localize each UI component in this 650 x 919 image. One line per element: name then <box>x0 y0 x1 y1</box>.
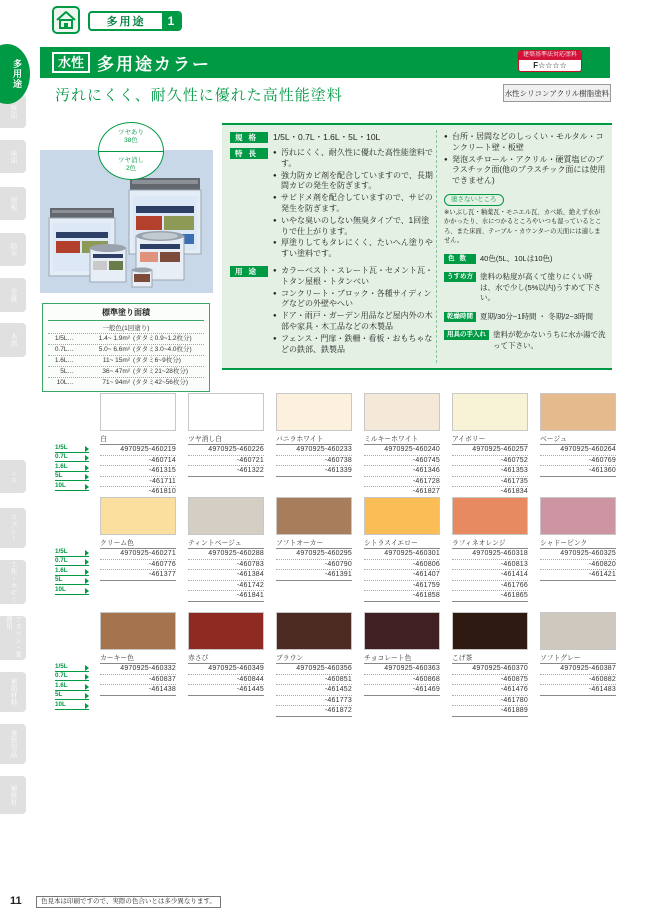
size-labels <box>55 612 100 717</box>
size-arrow-icon <box>85 578 89 584</box>
product-code: -460806 <box>364 560 440 571</box>
product-code: 4970925-460226 <box>188 445 264 456</box>
color-swatch-cell <box>364 497 452 602</box>
color-swatch <box>452 612 528 650</box>
coverage-subtitle: 一般色(1回塗り) <box>48 321 204 334</box>
color-swatch <box>540 497 616 535</box>
swatch-row-1 <box>55 393 628 498</box>
size-arrow-icon <box>85 569 89 575</box>
spec-label-shikisu: 色数 <box>444 254 476 264</box>
size-label: 1/5L <box>55 662 89 672</box>
product-code: -461841 <box>188 591 264 602</box>
product-code: 4970925-460271 <box>100 549 176 560</box>
spec-yoto-list: ● カラーベスト・スレート瓦・セメント瓦・トタン屋根・トタンべい ● コンクリート・ブロック・各種サイディングなどの外壁やへい ● ドア・雨戸・ガーデン用品など屋内外の木部や家具・木工品などの木製品 ● フェンス・門扉・鉄柵・看板・おもちゃなどの鉄部、鉄製品 <box>273 266 434 356</box>
color-swatch-cell <box>276 497 364 602</box>
product-title: 多用途カラー <box>97 55 212 74</box>
color-swatch <box>100 612 176 650</box>
spec-kikaku-value: 1/5L・0.7L・1.6L・5L・10L <box>273 132 381 142</box>
swatch-row-2 <box>55 497 628 602</box>
page-number: 11 <box>10 895 22 907</box>
size-arrow-icon <box>85 474 89 480</box>
size-label: 10L <box>55 585 89 595</box>
product-type-badge: 水性 <box>52 52 90 73</box>
color-swatch-cell <box>276 393 364 498</box>
size-label: 1/5L <box>55 443 89 453</box>
product-code: -461810 <box>100 487 176 498</box>
product-code: 4970925-460288 <box>188 549 264 560</box>
product-code: -461827 <box>364 487 440 498</box>
coverage-title: 標準塗り面積 <box>48 306 204 321</box>
product-code: -461773 <box>276 696 352 707</box>
color-name: 赤さび <box>188 652 264 664</box>
product-code: 4970925-460264 <box>540 445 616 456</box>
product-code: -461469 <box>364 685 440 696</box>
product-code: -461735 <box>452 477 528 488</box>
color-name: シャドーピンク <box>540 537 616 549</box>
size-label: 10L <box>55 700 89 710</box>
size-labels <box>55 393 100 498</box>
color-swatch <box>452 497 528 535</box>
spec-label-kanso: 乾燥時間 <box>444 312 476 322</box>
spec-tokucho-list: ● 汚れにくく、耐久性に優れた高性能塗料です。 ● 強力防カビ剤を配合していますので、長期間カビの発生を防ぎます。 ● サビドメ剤を配合していますので、サビの発生を防ぎます。 ● いやな臭いのしない無臭タイプで、1回塗りで仕上がります。 ● 厚塗りしてもタレにくく、たいへん塗りやすい塗料です。 <box>273 148 434 261</box>
color-swatch <box>188 612 264 650</box>
product-code: 4970925-460349 <box>188 664 264 675</box>
sidebar-item: 防水 <box>0 233 26 266</box>
color-name: ベージュ <box>540 433 616 445</box>
color-swatch-cell <box>364 612 452 717</box>
product-code: 4970925-460301 <box>364 549 440 560</box>
size-arrow-icon <box>85 665 89 671</box>
product-code: 4970925-460325 <box>540 549 616 560</box>
sidebar-item: 木部 <box>0 323 26 357</box>
product-tagline: 汚れにくく、耐久性に優れた高性能塗料 <box>55 87 343 104</box>
product-code: 4970925-460318 <box>452 549 528 560</box>
color-swatch <box>364 497 440 535</box>
color-swatch <box>276 612 352 650</box>
sidebar-item: 補修材 <box>0 776 26 814</box>
product-code: -460745 <box>364 456 440 467</box>
coverage-row: 0.7L… 5.0~ 6.6m² (タタミ3.0~4.0枚分) <box>48 345 204 356</box>
color-name: ミルキーホワイト <box>364 433 440 445</box>
product-code: -461476 <box>452 685 528 696</box>
size-arrow-icon <box>85 674 89 680</box>
product-code: -460721 <box>188 456 264 467</box>
product-code: 4970925-460257 <box>452 445 528 456</box>
size-label: 5L <box>55 472 89 482</box>
color-swatch-cell <box>452 393 540 498</box>
sidebar-item: 床面 <box>0 140 26 173</box>
product-code: -460752 <box>452 456 528 467</box>
size-label: 1.6L <box>55 462 89 472</box>
product-code: -460776 <box>100 560 176 571</box>
sidebar-item: スプレー <box>0 508 26 548</box>
product-code: -461421 <box>540 570 616 581</box>
color-name: ソフトグレー <box>540 652 616 664</box>
spec-label-teire: 用具の手入れ <box>444 330 489 340</box>
size-arrow-icon <box>85 588 89 594</box>
product-code: -460875 <box>452 675 528 686</box>
spec-teire-value: 塗料が乾かないうちに水か湯で洗って下さい。 <box>493 330 606 350</box>
product-code: -461759 <box>364 581 440 592</box>
product-code: 4970925-460295 <box>276 549 352 560</box>
spec-usume-value: 塗料の粘度が高くて塗りにくい時は、水で少し(5%以内)うすめて下さい。 <box>480 272 601 303</box>
color-swatch <box>100 497 176 535</box>
avoid-note: ※いぶし瓦・釉薬瓦・モニエル瓦、カベ紙、絶えず水がかかったり、水につかるところやいつも湿っているところ、また床面、テーブル・カウンターの天面には適しません。 <box>444 208 602 245</box>
color-swatch-cell <box>540 497 628 602</box>
product-code: -461858 <box>364 591 440 602</box>
size-label: 5L <box>55 691 89 701</box>
product-code: -461780 <box>452 696 528 707</box>
color-name: ブラウン <box>276 652 352 664</box>
sidebar-item: 工作・ホビー <box>0 560 26 604</box>
product-code: -461711 <box>100 477 176 488</box>
color-swatch-cell <box>188 497 276 602</box>
color-swatch <box>100 393 176 431</box>
spec-divider <box>436 130 437 363</box>
coverage-row: 1/5L… 1.4~ 1.9m² (タタミ0.9~1.2枚分) <box>48 334 204 345</box>
product-code: -461377 <box>100 570 176 581</box>
size-label: 0.7L <box>55 453 89 463</box>
color-swatch-cell <box>364 393 452 498</box>
product-code: -460882 <box>540 675 616 686</box>
color-name: ツヤ消し白 <box>188 433 264 445</box>
color-name: ラフィネオレンジ <box>452 537 528 549</box>
product-code: -461889 <box>452 706 528 717</box>
size-arrow-icon <box>85 446 89 452</box>
color-swatch-cell <box>452 497 540 602</box>
product-code: -461742 <box>188 581 264 592</box>
sidebar-item: 壁面 <box>0 95 26 128</box>
color-swatch <box>540 393 616 431</box>
color-swatch-cell <box>540 393 628 498</box>
product-code: -461346 <box>364 466 440 477</box>
size-label: 0.7L <box>55 672 89 682</box>
color-swatch <box>276 393 352 431</box>
product-code: -460868 <box>364 675 440 686</box>
spec-label-usume: うすめ方 <box>444 272 476 282</box>
size-arrow-icon <box>85 684 89 690</box>
sidebar-item: ニス <box>0 460 26 493</box>
product-code: -461407 <box>364 570 440 581</box>
sidebar-item: アスペン・業務用 <box>0 616 26 660</box>
color-swatch-cell <box>540 612 628 717</box>
product-code: -460769 <box>540 456 616 467</box>
sidebar-item-active <box>0 44 30 104</box>
product-code: -460851 <box>276 675 352 686</box>
product-code: -460738 <box>276 456 352 467</box>
color-swatch <box>452 393 528 431</box>
category-tab <box>88 11 182 31</box>
spec-shikisu-value: 40色(5L、10Lは10色) <box>480 253 553 263</box>
size-arrow-icon <box>85 484 89 490</box>
spec-label-yoto: 用途 <box>230 266 268 277</box>
product-code: -460837 <box>100 675 176 686</box>
product-code: -461391 <box>276 570 352 581</box>
product-code: 4970925-460233 <box>276 445 352 456</box>
category-number-badge: 1 <box>162 13 180 29</box>
size-arrow-icon <box>85 693 89 699</box>
product-code: -461445 <box>188 685 264 696</box>
color-swatch-cell <box>188 393 276 498</box>
spec-label-tokucho: 特長 <box>230 148 268 159</box>
color-swatch <box>364 393 440 431</box>
product-code: -461384 <box>188 570 264 581</box>
size-arrow-icon <box>85 559 89 565</box>
sidebar-active-label: 多用途 <box>12 59 22 89</box>
product-code: -461360 <box>540 466 616 477</box>
spec-label-kikaku: 規格 <box>230 132 268 143</box>
product-code: -461483 <box>540 685 616 696</box>
law-compliance-badge <box>518 50 582 72</box>
product-code: -461315 <box>100 466 176 477</box>
color-swatch <box>188 393 264 431</box>
coverage-row: 1.6L… 11~ 15m² (タタミ6~9枚分) <box>48 356 204 367</box>
sidebar-item: 屋根 <box>0 187 26 220</box>
product-code: -461865 <box>452 591 528 602</box>
product-code: -461339 <box>276 466 352 477</box>
color-name: チョコレート色 <box>364 652 440 664</box>
spec-kanso-value: 夏期/30分~1時間 ・ 冬期/2~3時間 <box>480 311 593 321</box>
color-swatch <box>188 497 264 535</box>
product-code: -461452 <box>276 685 352 696</box>
product-code: 4970925-460240 <box>364 445 440 456</box>
color-swatch-cell <box>100 393 188 498</box>
size-label: 1/5L <box>55 547 89 557</box>
size-arrow-icon <box>85 465 89 471</box>
product-code: -461414 <box>452 570 528 581</box>
color-swatch <box>540 612 616 650</box>
product-code: -461438 <box>100 685 176 696</box>
sidebar-item: 補助材料 <box>0 672 26 712</box>
product-code: -460790 <box>276 560 352 571</box>
paint-type-box: 水性シリコンアクリル樹脂塗料 <box>503 84 611 102</box>
sidebar-item: 塗装用品 <box>0 724 26 764</box>
color-name: カーキー色 <box>100 652 176 664</box>
product-code: -460844 <box>188 675 264 686</box>
spec-yoto-list-right: ● 台所・居間などのしっくい・モルタル・コンクリート壁・板壁 ● 発泡スチロール・アクリル・硬質塩ビのプラスチック面(他のプラスチック面には使用できません) <box>444 132 606 187</box>
category-tab-label: 多用途 <box>106 16 146 28</box>
avoid-label: 塗さないところ <box>444 194 504 206</box>
product-code: -460820 <box>540 560 616 571</box>
color-name: シトラスイエロー <box>364 537 440 549</box>
color-swatch-cell <box>100 497 188 602</box>
color-swatch-cell <box>188 612 276 717</box>
gloss-variation-badge: ツヤあり 38色 ツヤ消し 2色 <box>98 122 164 180</box>
color-swatch-cell <box>276 612 364 717</box>
product-code: 4970925-460332 <box>100 664 176 675</box>
color-name: ソフトオーカー <box>276 537 352 549</box>
swatch-row-3 <box>55 612 628 717</box>
product-code: -460714 <box>100 456 176 467</box>
color-name: クリーム色 <box>100 537 176 549</box>
coverage-table <box>42 303 210 392</box>
product-code: -460813 <box>452 560 528 571</box>
product-code: -461766 <box>452 581 528 592</box>
size-arrow-icon <box>85 550 89 556</box>
product-code: 4970925-460363 <box>364 664 440 675</box>
color-name: バニラホワイト <box>276 433 352 445</box>
size-label: 5L <box>55 576 89 586</box>
category-house-icon <box>52 6 80 34</box>
product-code: -461353 <box>452 466 528 477</box>
product-code: -461834 <box>452 487 528 498</box>
product-code: -461728 <box>364 477 440 488</box>
color-swatch <box>364 612 440 650</box>
product-code: 4970925-460387 <box>540 664 616 675</box>
product-code: -461872 <box>276 706 352 717</box>
spec-panel <box>222 123 612 370</box>
sidebar-item: 金属 <box>0 278 26 312</box>
product-code: 4970925-460370 <box>452 664 528 675</box>
law-badge-rating: F☆☆☆☆ <box>533 61 567 70</box>
product-title-banner <box>40 47 610 78</box>
product-code: -461322 <box>188 466 264 477</box>
color-name: こげ茶 <box>452 652 528 664</box>
color-name: 白 <box>100 433 176 445</box>
size-label: 1.6L <box>55 566 89 576</box>
product-code: -460783 <box>188 560 264 571</box>
coverage-row: 5L… 36~ 47m² (タタミ21~28枚分) <box>48 367 204 378</box>
size-arrow-icon <box>85 455 89 461</box>
product-code: 4970925-460356 <box>276 664 352 675</box>
coverage-row: 10L… 71~ 94m² (タタミ42~56枚分) <box>56 379 189 386</box>
size-label: 1.6L <box>55 681 89 691</box>
color-swatch-cell <box>452 612 540 717</box>
color-disclaimer-note: 色見本は印刷ですので、実際の色合いとは多少異なります。 <box>36 896 221 908</box>
color-name: アイボリー <box>452 433 528 445</box>
size-label: 0.7L <box>55 557 89 567</box>
size-labels <box>55 497 100 602</box>
color-swatch <box>276 497 352 535</box>
size-label: 10L <box>55 481 89 491</box>
law-badge-text: 建築基準法対応塗料 <box>519 51 581 60</box>
color-name: ティントベージュ <box>188 537 264 549</box>
size-arrow-icon <box>85 703 89 709</box>
color-swatch-cell <box>100 612 188 717</box>
product-code: 4970925-460219 <box>100 445 176 456</box>
